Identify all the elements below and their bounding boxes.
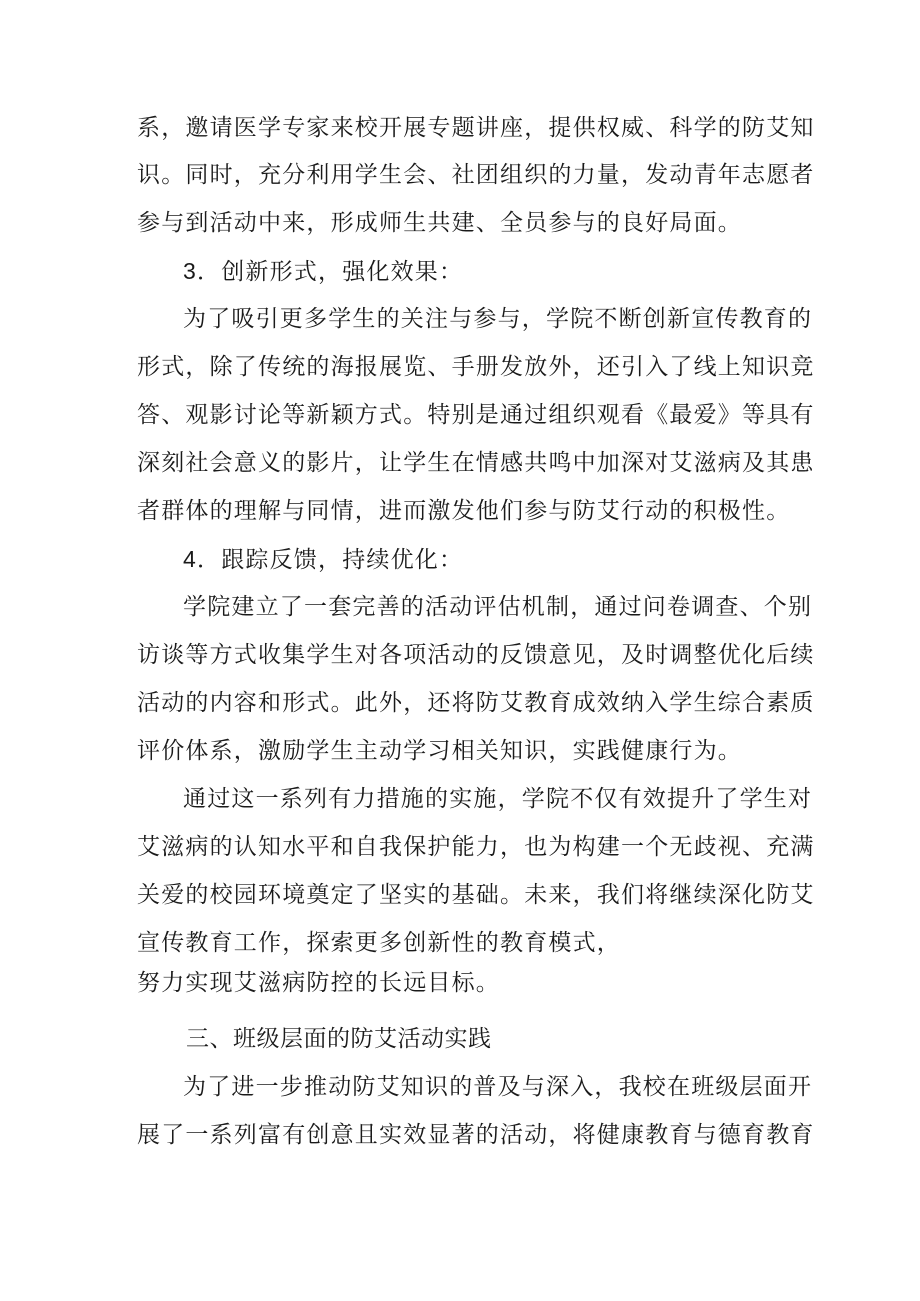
paragraph-line: 访谈等方式收集学生对各项活动的反馈意见，及时调整优化后续: [137, 642, 815, 668]
paragraph-line: 学院建立了一套完善的活动评估机制，通过问卷调查、个别: [183, 594, 813, 620]
paragraph-line: 宣传教育工作，探索更多创新性的教育模式，: [137, 930, 621, 956]
paragraph-line: 艾滋病的认知水平和自我保护能力，也为构建一个无歧视、充满: [137, 834, 815, 860]
paragraph-line: 者群体的理解与同情，进而激发他们参与防艾行动的积极性。: [137, 498, 791, 524]
paragraph-line: 为了进一步推动防艾知识的普及与深入，我校在班级层面开: [183, 1074, 813, 1100]
section-heading-3: 3．创新形式，强化效果：: [183, 258, 464, 284]
section-heading-4: 4．跟踪反馈，持续优化：: [183, 546, 464, 572]
paragraph-line: 形式，除了传统的海报展览、手册发放外，还引入了线上知识竞: [137, 354, 815, 380]
paragraph-line: 深刻社会意义的影片，让学生在情感共鸣中加深对艾滋病及其患: [137, 450, 815, 476]
paragraph-line: 关爱的校园环境奠定了坚实的基础。未来，我们将继续深化防艾: [137, 882, 815, 908]
paragraph-line: 参与到活动中来，形成师生共建、全员参与的良好局面。: [137, 210, 742, 236]
paragraph-line: 努力实现艾滋病防控的长远目标。: [137, 970, 500, 996]
paragraph-line: 通过这一系列有力措施的实施，学院不仅有效提升了学生对: [183, 786, 813, 812]
paragraph-line: 为了吸引更多学生的关注与参与，学院不断创新宣传教育的: [183, 306, 813, 332]
paragraph-line: 活动的内容和形式。此外，还将防艾教育成效纳入学生综合素质: [137, 690, 815, 716]
paragraph-line: 展了一系列富有创意且实效显著的活动，将健康教育与德育教育: [137, 1122, 815, 1148]
paragraph-line: 系，邀请医学专家来校开展专题讲座，提供权威、科学的防艾知: [137, 115, 815, 141]
paragraph-line: 评价体系，激励学生主动学习相关知识，实践健康行为。: [137, 738, 742, 764]
paragraph-line: 识。同时，充分利用学生会、社团组织的力量，发动青年志愿者: [137, 162, 815, 188]
section-title: 三、班级层面的防艾活动实践: [186, 1026, 492, 1052]
paragraph-line: 答、观影讨论等新颖方式。特别是通过组织观看《最爱》等具有: [137, 402, 815, 428]
